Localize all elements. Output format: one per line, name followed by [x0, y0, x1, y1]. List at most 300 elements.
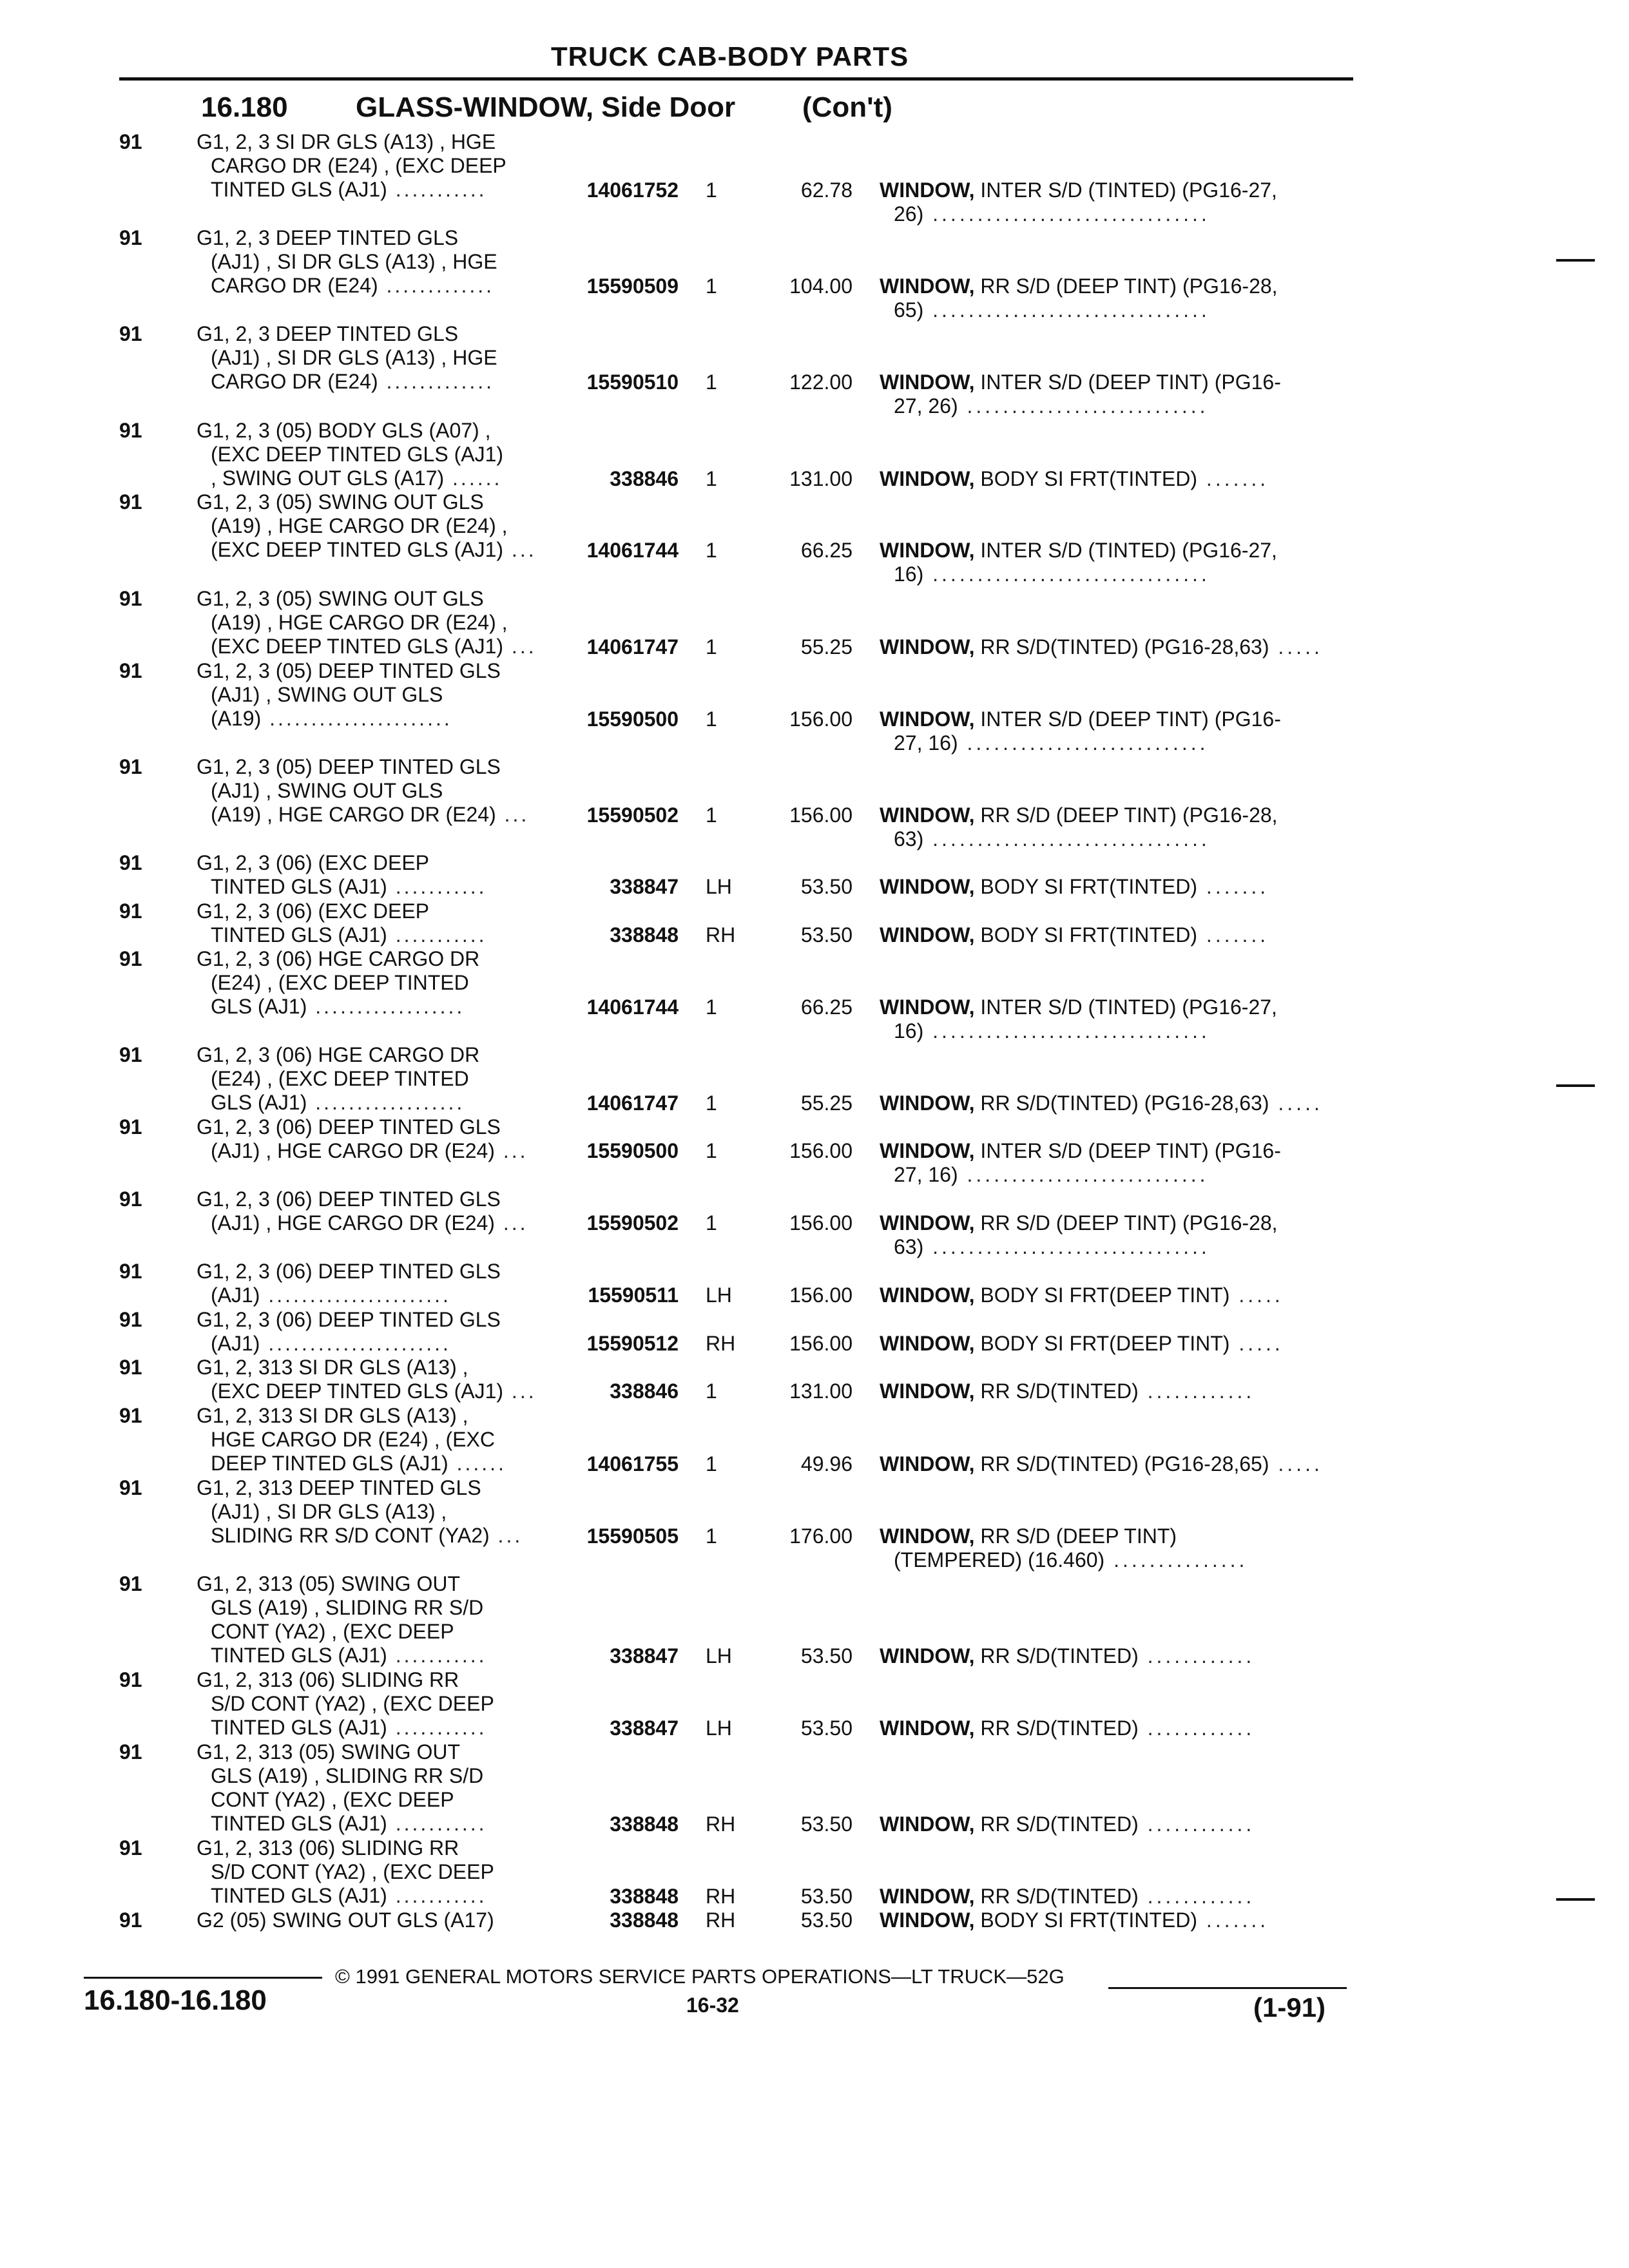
part-number: 15590512 [586, 1332, 679, 1355]
description-text [880, 1524, 1177, 1548]
part-price: 156.00 [789, 1139, 853, 1162]
part-number: 14061747 [586, 635, 679, 658]
leader-dots: ...................... [261, 707, 452, 730]
entry-usage [197, 659, 557, 731]
entry-code: 91 [119, 851, 142, 874]
description-keyword: WINDOW, [880, 1908, 975, 1932]
description-text [880, 539, 1277, 562]
description-line [880, 1019, 1350, 1043]
part-quantity: RH [706, 1908, 736, 1932]
description-detail: RR S/D (DEEP TINT) [974, 1524, 1177, 1548]
usage-line [197, 1115, 557, 1139]
usage-text: G1, 2, 3 SI DR GLS (A13) , HGE [197, 130, 496, 153]
part-description [880, 1885, 1350, 1908]
usage-line [197, 370, 557, 394]
usage-line [197, 1043, 557, 1067]
leader-dots: ............. [378, 274, 495, 297]
part-description [880, 995, 1350, 1043]
usage-text: (AJ1) , SI DR GLS (A13) , HGE [211, 346, 497, 369]
description-detail: RR S/D(TINTED) [974, 1379, 1139, 1403]
usage-line [197, 755, 557, 779]
part-number: 338847 [610, 1716, 679, 1740]
description-line [880, 1332, 1350, 1356]
entry-usage [197, 899, 557, 947]
leader-dots: ............ [1138, 1885, 1255, 1908]
usage-line [197, 1356, 557, 1379]
usage-text: G1, 2, 3 (06) DEEP TINTED GLS [197, 1260, 501, 1283]
leader-dots: .................. [307, 995, 465, 1018]
usage-text: (AJ1) [211, 1283, 260, 1307]
usage-line [197, 971, 557, 995]
entry-code: 91 [119, 587, 142, 610]
leader-dots: ........................... [958, 731, 1209, 754]
description-line [880, 1211, 1350, 1235]
leader-dots: ....... [1197, 923, 1269, 947]
entry-usage [197, 1668, 557, 1740]
part-price: 55.25 [800, 1091, 853, 1115]
usage-text: TINTED GLS (AJ1) [211, 1716, 387, 1739]
usage-line [197, 1716, 557, 1740]
usage-text: (A19) , HGE CARGO DR (E24) , [211, 514, 508, 537]
usage-line [197, 1860, 557, 1884]
usage-line [197, 490, 557, 514]
description-detail: RR S/D(TINTED) [974, 1644, 1139, 1667]
entry-code: 91 [119, 1572, 142, 1595]
entry-code: 91 [119, 1908, 142, 1932]
usage-text: GLS (A19) , SLIDING RR S/D [211, 1764, 484, 1787]
description-line [880, 995, 1350, 1019]
leader-dots: ............ [1138, 1812, 1255, 1836]
usage-text: G1, 2, 313 SI DR GLS (A13) , [197, 1404, 468, 1427]
description-keyword: WINDOW, [880, 467, 975, 490]
part-description [880, 635, 1350, 659]
footer-date-code: (1-91) [1253, 1992, 1326, 2023]
description-keyword: WINDOW, [880, 1379, 975, 1403]
description-detail: RR S/D(TINTED) [974, 1885, 1139, 1908]
description-text [880, 803, 1278, 827]
description-text [880, 178, 1277, 202]
description-text [880, 995, 1277, 1019]
part-quantity: 1 [706, 635, 717, 658]
part-description [880, 1524, 1350, 1572]
usage-text: CARGO DR (E24) [211, 370, 378, 393]
leader-dots: ... [503, 1379, 537, 1403]
usage-text: TINTED GLS (AJ1) [211, 178, 387, 201]
usage-text: SLIDING RR S/D CONT (YA2) [211, 1524, 490, 1547]
usage-line [197, 1764, 557, 1788]
part-price: 156.00 [789, 1211, 853, 1235]
part-quantity: 1 [706, 1452, 717, 1475]
usage-line [197, 1644, 557, 1667]
part-number: 15590510 [586, 370, 679, 394]
leader-dots: ........... [387, 1884, 487, 1907]
leader-dots: ..... [1269, 635, 1323, 658]
description-detail: INTER S/D (TINTED) (PG16-27, [974, 178, 1277, 202]
leader-dots: ....... [1197, 875, 1269, 898]
leader-dots: ............................... [923, 1235, 1210, 1258]
part-quantity: 1 [706, 178, 717, 202]
entry-code: 91 [119, 1668, 142, 1691]
description-text [880, 1283, 1229, 1307]
usage-text: GLS (AJ1) [211, 1091, 307, 1114]
usage-line [197, 1308, 557, 1332]
part-description [880, 1139, 1350, 1187]
part-quantity: 1 [706, 707, 717, 731]
usage-text: G1, 2, 3 (05) SWING OUT GLS [197, 490, 484, 514]
entry-usage [197, 1740, 557, 1836]
entry-code: 91 [119, 1308, 142, 1331]
usage-line [197, 1139, 557, 1163]
usage-text: GLS (A19) , SLIDING RR S/D [211, 1596, 484, 1619]
usage-text: G1, 2, 3 DEEP TINTED GLS [197, 322, 459, 345]
usage-text: (A19) , HGE CARGO DR (E24) , [211, 611, 508, 634]
usage-text: CARGO DR (E24) , (EXC DEEP [211, 154, 506, 177]
entry-code: 91 [119, 659, 142, 682]
usage-line [197, 635, 557, 658]
part-description [880, 707, 1350, 755]
description-text [880, 1091, 1269, 1115]
leader-dots: ........................... [958, 1163, 1209, 1186]
section-continued: (Con't) [802, 91, 892, 123]
entry-usage [197, 1356, 557, 1403]
usage-line [197, 322, 557, 346]
entry-code: 91 [119, 130, 142, 153]
entry-code: 91 [119, 947, 142, 970]
usage-line [197, 178, 557, 202]
usage-line [197, 1283, 557, 1307]
description-keyword: WINDOW, [880, 274, 975, 298]
description-text: 27, 16) [894, 731, 958, 754]
usage-text: , SWING OUT GLS (A17) [211, 466, 445, 490]
usage-text: DEEP TINTED GLS (AJ1) [211, 1452, 448, 1475]
description-text: 63) [894, 827, 924, 850]
page-header: TRUCK CAB-BODY PARTS [551, 41, 909, 72]
leader-dots: ........... [387, 875, 487, 898]
description-detail: RR S/D(TINTED) (PG16-28,63) [974, 635, 1269, 658]
leader-dots: ............................... [923, 562, 1210, 586]
usage-line [197, 226, 557, 250]
usage-text: S/D CONT (YA2) , (EXC DEEP [211, 1692, 494, 1715]
entry-code: 91 [119, 1260, 142, 1283]
usage-line [197, 923, 557, 947]
part-price: 53.50 [800, 1812, 853, 1836]
part-number: 14061755 [586, 1452, 679, 1475]
description-text [880, 635, 1269, 658]
description-line [880, 1235, 1350, 1259]
usage-text: G1, 2, 3 (06) (EXC DEEP [197, 899, 430, 923]
description-detail: RR S/D(TINTED) (PG16-28,63) [974, 1091, 1269, 1115]
margin-mark [1556, 1084, 1595, 1087]
leader-dots: ............................... [923, 827, 1210, 850]
part-price: 53.50 [800, 1644, 853, 1667]
usage-line [197, 1668, 557, 1692]
entry-code: 91 [119, 1043, 142, 1066]
leader-dots: ............... [1104, 1548, 1248, 1571]
part-price: 53.50 [800, 1716, 853, 1740]
description-line [880, 1091, 1350, 1115]
part-price: 156.00 [789, 707, 853, 731]
part-number: 15590509 [586, 274, 679, 298]
part-quantity: 1 [706, 995, 717, 1019]
part-quantity: LH [706, 1644, 732, 1667]
usage-line [197, 1067, 557, 1091]
part-number: 15590500 [586, 707, 679, 731]
description-keyword: WINDOW, [880, 707, 975, 731]
description-text: 27, 26) [894, 394, 958, 418]
description-line [880, 1644, 1350, 1668]
usage-text: CONT (YA2) , (EXC DEEP [211, 1620, 454, 1643]
leader-dots: ....... [1197, 467, 1269, 490]
part-description [880, 803, 1350, 851]
part-number: 14061744 [586, 995, 679, 1019]
description-text [880, 1211, 1278, 1235]
leader-dots: ...... [444, 466, 503, 490]
section-title: GLASS-WINDOW, Side Door [356, 91, 736, 123]
description-text [880, 1716, 1139, 1740]
entry-usage [197, 755, 557, 827]
description-text: 27, 16) [894, 1163, 958, 1186]
margin-mark [1556, 259, 1595, 262]
part-quantity: 1 [706, 1139, 717, 1162]
part-description [880, 1211, 1350, 1259]
description-line [880, 1548, 1350, 1572]
entry-usage [197, 1260, 557, 1307]
usage-text: (E24) , (EXC DEEP TINTED [211, 971, 469, 994]
part-number: 338848 [610, 923, 679, 947]
usage-line [197, 1379, 557, 1403]
usage-line [197, 707, 557, 731]
usage-text: TINTED GLS (AJ1) [211, 1644, 387, 1667]
part-number: 338847 [610, 1644, 679, 1667]
description-text: 65) [894, 298, 924, 322]
usage-line [197, 659, 557, 683]
part-number: 338848 [610, 1812, 679, 1836]
usage-text: G1, 2, 3 DEEP TINTED GLS [197, 226, 459, 249]
entry-code: 91 [119, 1404, 142, 1427]
usage-line [197, 1428, 557, 1452]
part-quantity: LH [706, 1283, 732, 1307]
description-keyword: WINDOW, [880, 1812, 975, 1836]
usage-text: (A19) , HGE CARGO DR (E24) [211, 803, 496, 826]
usage-line [197, 1572, 557, 1596]
part-number: 15590502 [586, 803, 679, 827]
entry-code: 91 [119, 322, 142, 345]
description-keyword: WINDOW, [880, 1211, 975, 1235]
part-price: 53.50 [800, 1908, 853, 1932]
usage-text: (E24) , (EXC DEEP TINTED [211, 1067, 469, 1090]
usage-text: (AJ1) , SI DR GLS (A13) , [211, 1500, 447, 1523]
description-line [880, 1885, 1350, 1908]
description-detail: BODY SI FRT(TINTED) [974, 923, 1198, 947]
leader-dots: ... [503, 538, 537, 561]
usage-line [197, 1812, 557, 1836]
description-line [880, 298, 1350, 322]
part-description [880, 178, 1350, 226]
usage-text: (AJ1) , SWING OUT GLS [211, 779, 443, 802]
part-quantity: 1 [706, 370, 717, 394]
part-price: 122.00 [789, 370, 853, 394]
description-detail: RR S/D(TINTED) (PG16-28,65) [974, 1452, 1269, 1475]
usage-line [197, 1332, 557, 1356]
usage-text: TINTED GLS (AJ1) [211, 1812, 387, 1835]
description-text [880, 1379, 1139, 1403]
usage-line [197, 947, 557, 971]
part-description [880, 1716, 1350, 1740]
part-description [880, 370, 1350, 418]
usage-line [197, 779, 557, 803]
description-text: 63) [894, 1235, 924, 1258]
description-text [880, 1452, 1269, 1475]
footer-rule-left [84, 1977, 322, 1979]
leader-dots: ........... [387, 1716, 487, 1739]
leader-dots: ........... [387, 178, 487, 201]
leader-dots: ....... [1197, 1908, 1269, 1932]
part-quantity: RH [706, 923, 736, 947]
description-detail: BODY SI FRT(DEEP TINT) [974, 1283, 1230, 1307]
part-number: 15590511 [588, 1283, 679, 1307]
usage-line [197, 443, 557, 466]
description-line [880, 1908, 1350, 1932]
part-description [880, 539, 1350, 586]
leader-dots: ...................... [260, 1332, 451, 1355]
description-line [880, 539, 1350, 562]
part-description [880, 1091, 1350, 1115]
description-detail: RR S/D (DEEP TINT) (PG16-28, [974, 1211, 1278, 1235]
part-price: 156.00 [789, 803, 853, 827]
leader-dots: ............ [1138, 1379, 1255, 1403]
usage-text: G1, 2, 313 SI DR GLS (A13) , [197, 1356, 468, 1379]
usage-line [197, 1260, 557, 1283]
part-price: 131.00 [789, 1379, 853, 1403]
part-quantity: RH [706, 1332, 736, 1355]
leader-dots: ... [503, 635, 537, 658]
footer-range: 16.180-16.180 [84, 1984, 267, 2016]
description-detail: INTER S/D (TINTED) (PG16-27, [974, 539, 1277, 562]
part-number: 338846 [610, 467, 679, 490]
part-price: 53.50 [800, 1885, 853, 1908]
description-keyword: WINDOW, [880, 1091, 975, 1115]
leader-dots: ... [494, 1211, 528, 1235]
part-number: 338848 [610, 1908, 679, 1932]
entry-usage [197, 419, 557, 490]
description-detail: RR S/D (DEEP TINT) (PG16-28, [974, 274, 1278, 298]
section-number: 16.180 [201, 91, 288, 123]
usage-line [197, 1211, 557, 1235]
description-text [880, 875, 1197, 898]
usage-text: G1, 2, 3 (06) HGE CARGO DR [197, 947, 480, 970]
entry-usage [197, 130, 557, 202]
description-line [880, 803, 1350, 827]
part-price: 55.25 [800, 635, 853, 658]
part-quantity: 1 [706, 1379, 717, 1403]
description-detail: INTER S/D (DEEP TINT) (PG16- [974, 707, 1281, 731]
entry-usage [197, 322, 557, 394]
entry-code: 91 [119, 1356, 142, 1379]
usage-line [197, 1836, 557, 1860]
usage-text: (AJ1) , SI DR GLS (A13) , HGE [211, 250, 497, 273]
entry-usage [197, 1476, 557, 1548]
usage-line [197, 587, 557, 611]
usage-line [197, 683, 557, 707]
usage-line [197, 1788, 557, 1812]
entry-usage [197, 1115, 557, 1163]
part-quantity: LH [706, 875, 732, 898]
usage-text: (EXC DEEP TINTED GLS (AJ1) [211, 635, 504, 658]
usage-text: (AJ1) , HGE CARGO DR (E24) [211, 1139, 495, 1162]
usage-line [197, 1884, 557, 1908]
usage-line [197, 1740, 557, 1764]
entry-usage [197, 1572, 557, 1667]
leader-dots: ... [496, 803, 530, 826]
description-line [880, 1524, 1350, 1548]
description-line [880, 394, 1350, 418]
part-price: 62.78 [800, 178, 853, 202]
part-number: 15590505 [586, 1524, 679, 1548]
description-line [880, 1163, 1350, 1187]
description-detail: RR S/D(TINTED) [974, 1716, 1139, 1740]
usage-text: (EXC DEEP TINTED GLS (AJ1) [211, 1379, 504, 1403]
usage-line [197, 466, 557, 490]
description-text: (TEMPERED) (16.460) [894, 1548, 1105, 1571]
entry-code: 91 [119, 490, 142, 514]
usage-line [197, 1187, 557, 1211]
description-text: 16) [894, 562, 924, 586]
part-quantity: 1 [706, 1091, 717, 1115]
description-line [880, 923, 1350, 947]
usage-line [197, 1091, 557, 1115]
part-number: 338846 [610, 1379, 679, 1403]
description-text [880, 923, 1197, 947]
entry-code: 91 [119, 226, 142, 249]
description-keyword: WINDOW, [880, 1139, 975, 1162]
part-quantity: 1 [706, 803, 717, 827]
description-text [880, 467, 1197, 490]
description-text [880, 1139, 1281, 1162]
leader-dots: ........... [387, 1644, 487, 1667]
part-number: 338848 [610, 1885, 679, 1908]
entry-code: 91 [119, 1740, 142, 1763]
description-line [880, 1812, 1350, 1836]
usage-text: G1, 2, 3 (06) (EXC DEEP [197, 851, 430, 874]
usage-text: (EXC DEEP TINTED GLS (AJ1) [211, 443, 504, 466]
usage-line [197, 419, 557, 443]
usage-text: G1, 2, 3 (06) DEEP TINTED GLS [197, 1187, 501, 1211]
description-line [880, 1716, 1350, 1740]
usage-text: HGE CARGO DR (E24) , (EXC [211, 1428, 495, 1451]
usage-line [197, 1620, 557, 1644]
part-quantity: 1 [706, 274, 717, 298]
usage-text: (EXC DEEP TINTED GLS (AJ1) [211, 538, 504, 561]
description-detail: INTER S/D (DEEP TINT) (PG16- [974, 1139, 1281, 1162]
description-keyword: WINDOW, [880, 539, 975, 562]
description-line [880, 274, 1350, 298]
entry-code: 91 [119, 755, 142, 778]
part-quantity: LH [706, 1716, 732, 1740]
usage-line [197, 851, 557, 875]
usage-text: GLS (AJ1) [211, 995, 307, 1018]
description-line [880, 562, 1350, 586]
description-line [880, 731, 1350, 755]
usage-line [197, 611, 557, 635]
usage-text: (AJ1) , SWING OUT GLS [211, 683, 443, 706]
leader-dots: ........... [387, 1812, 487, 1835]
part-quantity: 1 [706, 1524, 717, 1548]
usage-text: CARGO DR (E24) [211, 274, 378, 297]
usage-text: S/D CONT (YA2) , (EXC DEEP [211, 1860, 494, 1883]
description-keyword: WINDOW, [880, 995, 975, 1019]
description-keyword: WINDOW, [880, 1885, 975, 1908]
part-quantity: RH [706, 1885, 736, 1908]
